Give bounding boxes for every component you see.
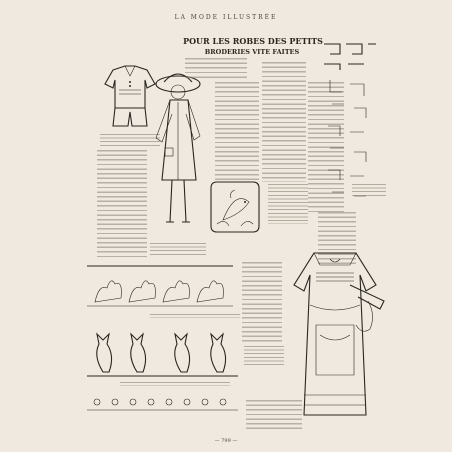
- figure-floral-border: [85, 392, 240, 416]
- figure-cat-band: [85, 322, 240, 380]
- caption-fig4: [150, 314, 240, 318]
- caption-fig2: [150, 243, 206, 255]
- running-title: LA MODE ILLUSTRÉE: [174, 14, 278, 21]
- caption-fig5: [120, 382, 230, 386]
- article-title: POUR LES ROBES DES PETITS: [183, 36, 323, 46]
- figure-girl-dress: [280, 245, 390, 425]
- text-column-mid-b: [262, 62, 306, 182]
- text-column-left: [97, 150, 147, 258]
- text-intro: [185, 58, 247, 80]
- text-column-mid-a: [215, 82, 259, 182]
- caption-fig3: [268, 184, 308, 224]
- caption-fig7: [352, 184, 386, 198]
- figure-girl-coat: [150, 70, 210, 240]
- caption-fig6: [244, 346, 284, 366]
- figure-bird-motif: [205, 180, 265, 235]
- figure-rooster-band: [85, 262, 235, 312]
- page-number: — 799 —: [214, 438, 238, 444]
- text-column-lower-mid: [242, 262, 282, 342]
- text-column-bottom: [246, 400, 302, 430]
- figure-embroidery-motifs: [320, 40, 380, 240]
- article-subtitle: BRODERIES VITE FAITES: [204, 48, 300, 56]
